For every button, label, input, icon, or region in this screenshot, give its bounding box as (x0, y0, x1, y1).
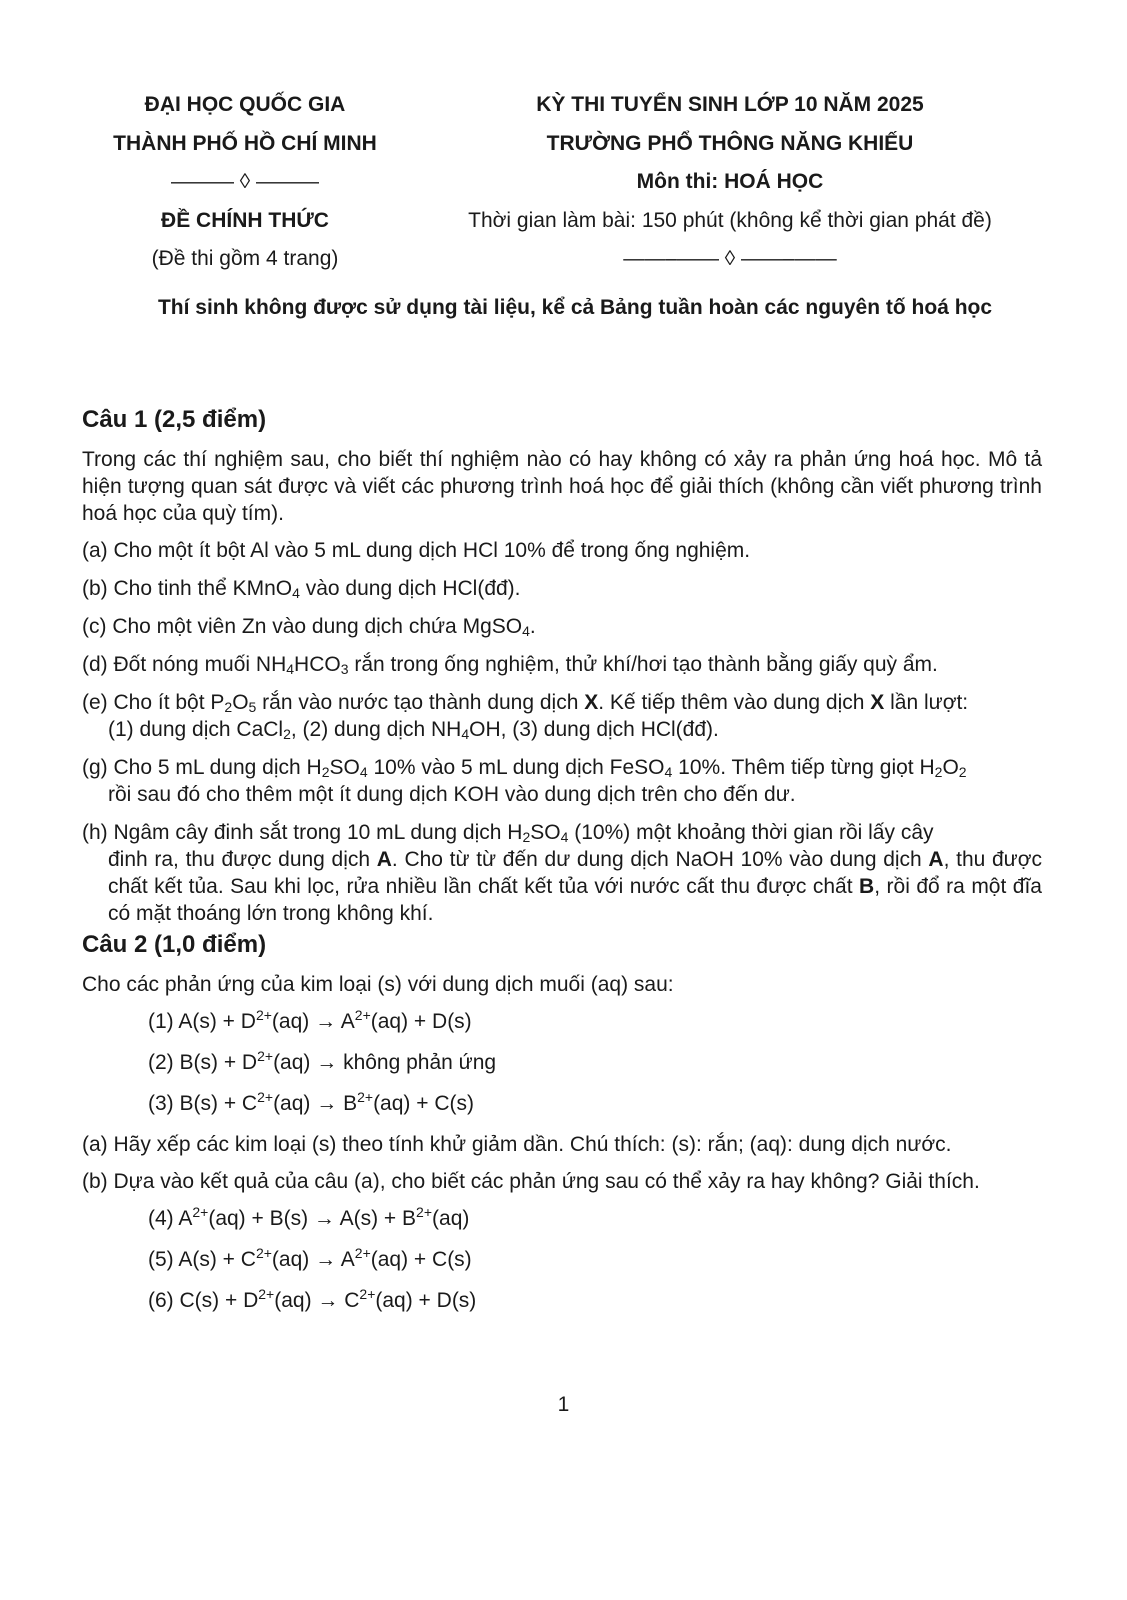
header-divider-left: ——— ◊ ——— (170, 170, 320, 193)
q1-item-h: (h) Ngâm cây đinh sắt trong 10 mL dung dịch $H_2SO_4$ (10%) một khoảng thời gian rồi lấy cây đinh ra, thu được dung dịch A. Cho từ từ đến dư dung dịch NaOH 10% vào dung dịch A, thu được chất kết tủa. Sau khi lọc, rửa nhiều lần chất kết tủa với nước cất thu được chất B, rồi đổ ra một đĩa có mặt thoáng lớn trong không khí. (82, 821, 1042, 925)
q2-equation-5: (5) $A(s) + C^{2+}(aq) \to A^{2+}(aq) + C(s)$ (148, 1245, 472, 1271)
question-2 (82, 930, 1042, 1314)
q1-item-e: (e) Cho ít bột $P_2O_5$ rắn vào nước tạo thành dung dịch X. Kế tiếp thêm vào dung dịch X lần lượt: (1) dung dịch CaCl$_2$, (2) dung dịch $NH_4OH$, (3) dung dịch HCl(đđ). (82, 691, 969, 742)
page-number: 1 (557, 1393, 570, 1416)
question-2-intro: Cho các phản ứng của kim loại (s) với dung dịch muối (aq) sau: (82, 973, 674, 996)
official-label: ĐỀ CHÍNH THỨC (161, 208, 329, 232)
q2-part-b: (b) Dựa vào kết quả của câu (a), cho biết các phản ứng sau có thể xảy ra hay không? Giải thích. (82, 1170, 980, 1193)
question-1-intro: Trong các thí nghiệm sau, cho biết thí nghiệm nào có hay không có xảy ra phản ứng hoá học. Mô tả hiện tượng quan sát được và viết các phương trình hoá học để giải thích (không cần viết phương trình hoá học của quỳ tím). (82, 448, 1042, 525)
q2-equation-2: (2) $B(s) + D^{2+}(aq)$ → không phản ứng (148, 1048, 497, 1074)
subject: Môn thi: HOÁ HỌC (636, 170, 824, 193)
page-count: (Đề thi gồm 4 trang) (151, 247, 339, 270)
exam-duration: Thời gian làm bài: 150 phút (không kể thời gian phát đề) (468, 208, 992, 232)
question-2-title: Câu 2 (1,0 điểm) (82, 931, 267, 958)
university-name: ĐẠI HỌC QUỐC GIA (144, 93, 346, 116)
q1-item-g: (g) Cho 5 mL dung dịch $H_2SO_4$ 10% vào 5 mL dung dịch FeSO$_4$ 10%. Thêm tiếp từng giọt $H_2O_2$ rồi sau đó cho thêm một ít dung dịch KOH vào dung dịch trên cho đến dư. (82, 756, 967, 806)
exam-name: KỲ THI TUYỂN SINH LỚP 10 NĂM 2025 (536, 93, 924, 116)
exam-rules-note: Thí sinh không được sử dụng tài liệu, kể cả Bảng tuần hoàn các nguyên tố hoá học (157, 296, 993, 319)
school-name: TRƯỜNG PHỔ THÔNG NĂNG KHIẾU (546, 131, 914, 155)
header-right (425, 92, 1035, 285)
q1-item-b: (b) Cho tinh thể KMnO$_4$ vào dung dịch HCl(đđ). (82, 577, 521, 601)
q2-equation-4: (4) $A^{2+}(aq) + B(s) \to A(s) + B^{2+}(aq)$ (148, 1204, 470, 1230)
q2-part-a: (a) Hãy xếp các kim loại (s) theo tính khử giảm dần. Chú thích: (s): rắn; (aq): dung dịch nước. (82, 1133, 952, 1156)
city-name: THÀNH PHỐ HỒ CHÍ MINH (113, 131, 377, 155)
question-1 (82, 405, 1042, 930)
q1-item-a: (a) Cho một ít bột Al vào 5 mL dung dịch HCl 10% để trong ống nghiệm. (82, 539, 751, 562)
exam-content (82, 405, 1042, 1328)
q2-equation-1: (1) $A(s) + D^{2+}(aq) \to A^{2+}(aq) + D(s)$ (148, 1007, 472, 1033)
header-divider-right: ——–—— ◊ ——–—— (623, 247, 837, 270)
question-1-title: Câu 1 (2,5 điểm) (82, 406, 267, 433)
header-left (80, 92, 410, 285)
q2-equation-6: (6) $C(s) + D^{2+}(aq) \to C^{2+}(aq) + D(s)$ (148, 1286, 477, 1312)
q2-equation-3: (3) $B(s) + C^{2+}(aq) \to B^{2+}(aq) + C(s)$ (148, 1089, 474, 1115)
q1-item-c: (c) Cho một viên Zn vào dung dịch chứa MgSO$_4$. (82, 615, 536, 639)
q1-item-d: (d) Đốt nóng muối $NH_4HCO_3$ rắn trong ống nghiệm, thử khí/hơi tạo thành bằng giấy quỳ ẩm. (82, 653, 938, 677)
